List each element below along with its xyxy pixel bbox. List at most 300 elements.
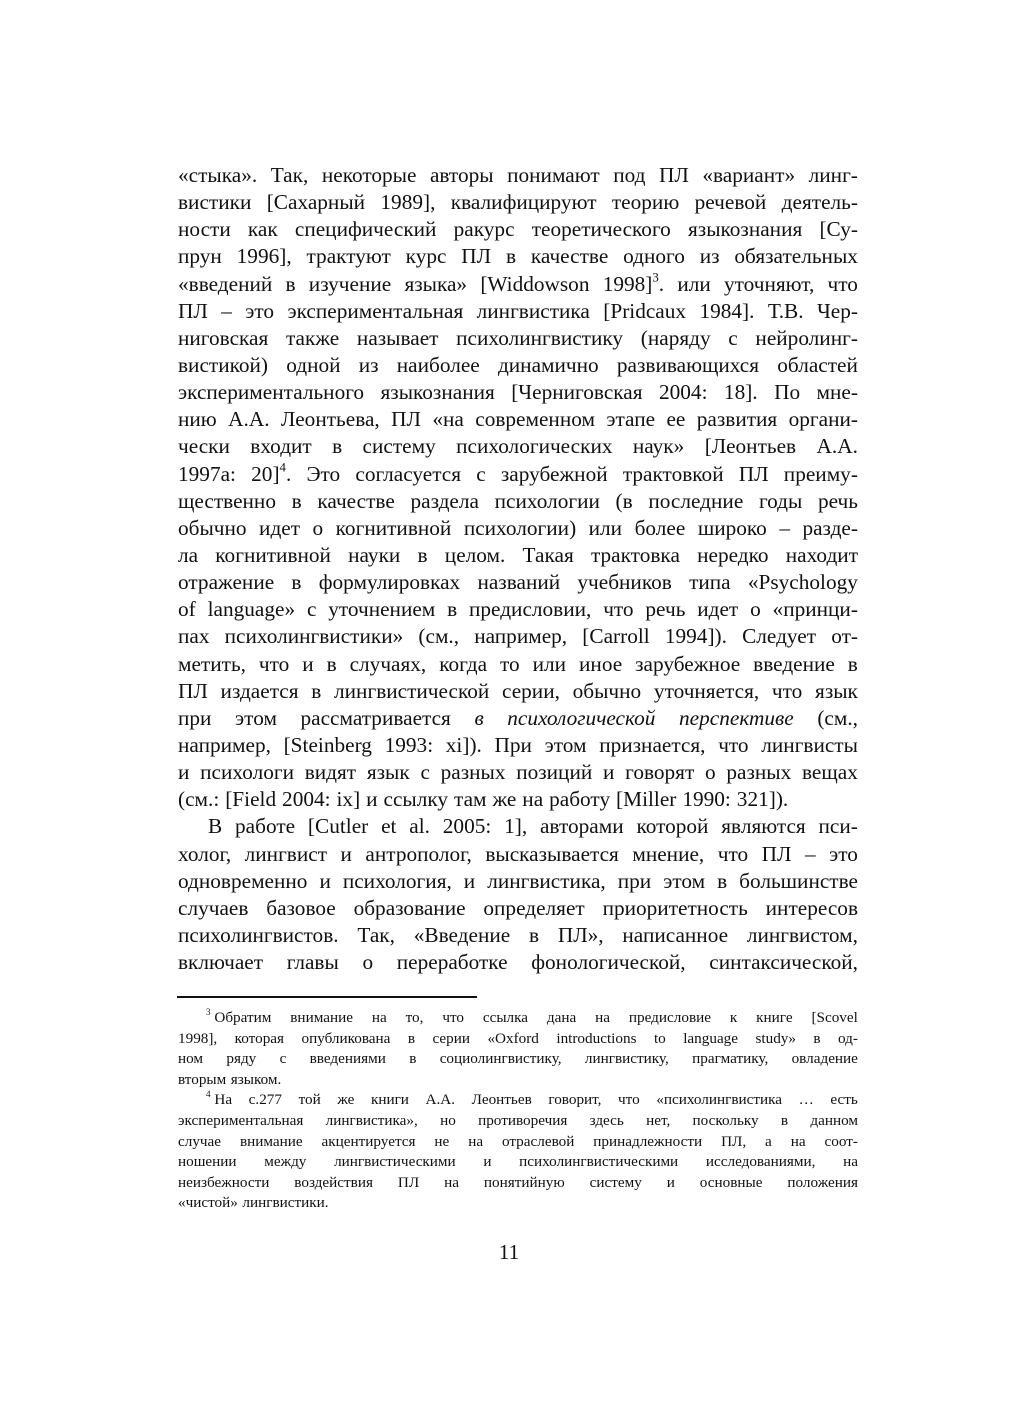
word: но: [440, 1111, 456, 1129]
main-text-body: [178, 162, 858, 976]
word: входит: [250, 434, 312, 459]
word: в: [813, 1029, 821, 1047]
word: которой: [636, 814, 709, 839]
word: мне-: [816, 380, 858, 405]
word: или: [532, 651, 567, 676]
word: в: [291, 570, 302, 595]
word: областей: [777, 352, 858, 377]
word: авторы: [429, 163, 494, 187]
word: $^3$ Обратим: [206, 1007, 272, 1026]
word: случаев: [178, 895, 249, 920]
footnote-line: [178, 1049, 858, 1070]
word: разных: [726, 760, 792, 785]
word: или: [677, 271, 711, 296]
word: например,: [178, 732, 271, 757]
word: фонологической,: [531, 950, 686, 975]
text-line: [178, 352, 858, 379]
word: обычно: [572, 678, 642, 703]
word: По: [774, 380, 801, 405]
word: видят: [304, 760, 357, 785]
word: акцентируется: [321, 1132, 416, 1150]
word: «введений: [178, 271, 273, 296]
word: наиболее: [396, 352, 480, 377]
word: языком.: [230, 1070, 282, 1088]
word: лингвистики.: [242, 1194, 329, 1212]
word: «чистой»: [178, 1194, 238, 1212]
word: лингвистика: [476, 298, 590, 323]
word: нет,: [646, 1111, 671, 1129]
word: деятель-: [781, 190, 858, 215]
footnote-marker: 4: [279, 459, 286, 474]
word: –: [221, 298, 232, 323]
word: [Miller: [616, 787, 677, 812]
word: науки: [348, 542, 401, 567]
word: с.277: [248, 1091, 282, 1109]
footnote-line: [178, 1070, 858, 1091]
word: [Сахарный: [266, 190, 366, 215]
word: в: [291, 488, 302, 513]
footnote-line: [178, 1029, 858, 1050]
word: рассматривается: [300, 705, 451, 730]
word: качестве: [530, 244, 609, 269]
word: и: [178, 760, 190, 785]
word: ПЛ: [461, 244, 492, 269]
word: 2004:: [282, 787, 331, 812]
word: в: [447, 597, 458, 622]
text-line: [178, 732, 858, 759]
word: наук»: [632, 434, 685, 459]
paragraph-2: [178, 813, 858, 976]
word: «Psychology: [747, 570, 858, 595]
word: Чер-: [816, 298, 858, 323]
footnote-line: [178, 1152, 858, 1173]
word: психолингвистов.: [178, 922, 339, 947]
word: уточняют,: [723, 271, 815, 296]
word: прун: [178, 244, 222, 269]
word: с: [728, 325, 738, 350]
word: здесь: [589, 1111, 624, 1129]
word: –: [779, 515, 790, 540]
word: лингвистика,: [487, 868, 606, 893]
word: же: [492, 787, 517, 812]
word: психология,: [342, 868, 452, 893]
word: что: [717, 841, 749, 866]
word: из: [699, 244, 720, 269]
word: называет: [356, 325, 439, 350]
word: широко: [697, 515, 767, 540]
word: о: [705, 760, 716, 785]
text-line: [178, 841, 858, 868]
word: [679, 705, 794, 732]
word: xi]).: [445, 732, 482, 757]
word: щественно: [178, 488, 276, 513]
word: раздела: [410, 488, 479, 513]
word: 1984].: [699, 298, 755, 323]
word: приоритетность: [602, 895, 748, 920]
word: на: [595, 1009, 611, 1026]
word: [Леонтьев: [704, 434, 797, 459]
word: соот-: [824, 1132, 858, 1150]
word: находит: [785, 542, 858, 567]
word: что: [718, 732, 749, 757]
word: психологии: [494, 488, 600, 513]
text-line: [178, 759, 858, 786]
word: нейролинг-: [755, 325, 858, 350]
word: чески: [178, 434, 230, 459]
word: о: [750, 597, 761, 622]
word: с: [279, 1050, 287, 1068]
word: Леонтьева,: [280, 407, 380, 432]
word: 1993:: [384, 732, 434, 757]
word: серии: [432, 1029, 470, 1047]
word: психолингвистическими: [519, 1153, 679, 1171]
text-line: [178, 895, 858, 922]
word: вистикой): [178, 352, 269, 377]
word: в: [847, 651, 858, 676]
word: (в: [615, 488, 633, 513]
word: лингвистическими: [334, 1153, 456, 1171]
word: Следует: [742, 624, 817, 649]
word: говорит,: [548, 1091, 602, 1109]
word: языкознания: [687, 217, 803, 242]
word: главы: [286, 950, 339, 975]
word: в: [505, 244, 517, 269]
word: данном: [810, 1111, 858, 1129]
word: написанное: [622, 922, 729, 947]
word: на: [522, 787, 544, 812]
word: зарубежной: [500, 461, 608, 486]
word: последние: [648, 488, 744, 513]
word: В: [208, 814, 223, 839]
word: 321]).: [736, 787, 789, 812]
word: al.: [409, 814, 430, 839]
word: При: [494, 732, 532, 757]
word: синтаксической,: [709, 950, 858, 975]
word: 2005:: [442, 814, 492, 839]
word: предисловие: [628, 1009, 711, 1026]
word: что: [258, 651, 290, 676]
word: ракурс: [453, 217, 515, 242]
word: 1998],: [178, 1029, 218, 1047]
word: ее: [666, 407, 686, 432]
word: Это: [306, 461, 341, 486]
word: трактовка: [590, 542, 680, 567]
word: с: [306, 597, 317, 622]
word: ПЛ,: [721, 1132, 747, 1150]
word: Леонтьев: [471, 1091, 532, 1109]
word: [Cutler: [307, 814, 369, 839]
word: а: [765, 1132, 772, 1150]
word: «Oxford: [487, 1029, 539, 1047]
word: например,: [474, 624, 568, 649]
word: А.А.: [816, 434, 858, 459]
word: между: [264, 1153, 307, 1171]
word: и: [483, 1153, 492, 1171]
word: же: [337, 1091, 355, 1109]
word: книги: [370, 1091, 409, 1109]
word: в: [326, 651, 337, 676]
word: 1989],: [380, 190, 436, 215]
word: (см.,: [418, 624, 460, 649]
word: 1],: [504, 814, 528, 839]
word: в: [528, 922, 540, 947]
word: холог,: [178, 841, 232, 866]
word: о: [362, 950, 374, 975]
word: речь: [645, 597, 686, 622]
word: преиму-: [783, 461, 858, 486]
word: овладение: [791, 1050, 858, 1068]
word: $^4$ На: [206, 1089, 233, 1109]
word: серии,: [501, 678, 560, 703]
paragraph-1: [178, 162, 858, 813]
word: под: [613, 163, 646, 187]
word: «психолингвистика: [656, 1091, 783, 1109]
word: Так,: [357, 922, 395, 947]
word: ПЛ: [178, 298, 208, 323]
word: экспериментальная: [178, 1111, 304, 1129]
word: язык: [815, 678, 858, 703]
word: к: [729, 1009, 738, 1026]
word: и: [302, 651, 314, 676]
word: более: [634, 515, 686, 540]
word: в: [717, 868, 728, 893]
word: мнение,: [632, 841, 705, 866]
word: одной: [286, 352, 341, 377]
word: 20]$^4$.: [251, 459, 292, 486]
word: 1998]$^3$.: [602, 269, 665, 296]
word: воздействия: [294, 1173, 373, 1191]
word: психологии): [463, 515, 577, 540]
word: [Scovel: [811, 1009, 858, 1026]
text-line: [178, 433, 858, 460]
word: идет: [697, 597, 739, 622]
word: одного: [623, 244, 685, 269]
word: на: [843, 1153, 858, 1171]
word: этапе: [606, 407, 656, 432]
word: динамично: [497, 352, 599, 377]
word: язык: [366, 760, 410, 785]
word: неизбежности: [178, 1173, 270, 1191]
word: Так,: [270, 163, 309, 187]
word: [Carroll: [582, 624, 650, 649]
word: курс: [405, 244, 447, 269]
word: что: [771, 678, 803, 703]
word: или: [588, 515, 623, 540]
word: опубликована: [301, 1029, 391, 1047]
word: линг-: [808, 163, 858, 187]
italic-text: в: [474, 705, 484, 730]
word: лингвистика»,: [325, 1111, 418, 1129]
word: пси-: [818, 814, 858, 839]
word: речь: [817, 488, 858, 513]
word: экспериментального: [178, 380, 365, 405]
word: что: [603, 597, 634, 622]
word: 18].: [723, 380, 758, 405]
word: интересов: [765, 895, 858, 920]
footnote-4: [178, 1090, 858, 1214]
word: уточнением: [328, 597, 436, 622]
word: ПЛ: [178, 678, 208, 703]
word: «стыка».: [178, 163, 258, 187]
word: переработке: [396, 950, 508, 975]
word: годы: [758, 488, 803, 513]
word: study»: [755, 1029, 796, 1047]
text-line: [178, 678, 858, 705]
word: ПЛ: [659, 163, 689, 187]
word: иное: [579, 651, 623, 676]
word: language»: [207, 597, 296, 622]
word: как: [247, 217, 278, 242]
word: ПЛ: [391, 407, 421, 432]
word: в: [332, 434, 343, 459]
text-line: [178, 189, 858, 216]
word: там: [454, 787, 487, 812]
word: то: [500, 651, 520, 676]
word: «вариант»: [702, 163, 796, 187]
word: качестве: [317, 488, 395, 513]
word: ПЛ: [761, 841, 792, 866]
word: et: [381, 814, 397, 839]
word: в: [417, 542, 428, 567]
word: лингвистической: [334, 678, 490, 703]
word: языкознания: [380, 380, 495, 405]
word: образование: [353, 895, 466, 920]
word: [Черниговская: [511, 380, 643, 405]
text-line: [178, 596, 858, 623]
word: исследованиями,: [705, 1153, 816, 1171]
word: большинстве: [739, 868, 858, 893]
word: ношении: [178, 1153, 237, 1171]
word: ла: [178, 542, 199, 567]
word: А.А.: [228, 407, 270, 432]
word: есть: [830, 1091, 858, 1109]
word: ном: [178, 1050, 204, 1068]
footnote-line: [178, 1090, 858, 1111]
footnote-marker: 3: [206, 1007, 211, 1018]
word: когнитивной: [215, 542, 331, 567]
footnote-marker: 4: [206, 1089, 211, 1100]
italic-text: перспективе: [679, 705, 794, 730]
word: этом: [235, 705, 277, 730]
word: [Field: [225, 787, 277, 812]
word: ниговская: [178, 325, 269, 350]
word: социолингвистику,: [439, 1050, 562, 1068]
word: теорию: [611, 190, 680, 215]
footnote-line: [178, 1193, 858, 1214]
word: это: [829, 841, 858, 866]
text-line: [178, 271, 858, 298]
word: на: [468, 1132, 484, 1150]
text-line: [178, 216, 858, 243]
word: что: [827, 271, 858, 296]
word: квалифицируют: [450, 190, 597, 215]
word: лингвист: [244, 841, 328, 866]
word: и: [666, 1173, 675, 1191]
word: с: [420, 760, 430, 785]
word: зарубежное: [635, 651, 741, 676]
word: на: [790, 1132, 806, 1150]
word: ссылка: [482, 1009, 529, 1026]
word: ности: [178, 217, 231, 242]
word: случаях,: [349, 651, 427, 676]
word: внимание: [239, 1132, 303, 1150]
word: развивающихся: [616, 352, 760, 377]
word: случае: [178, 1132, 222, 1150]
word: пах: [178, 624, 210, 649]
word: признается,: [599, 732, 706, 757]
word: позиций: [516, 760, 593, 785]
word: этом: [663, 868, 706, 893]
footnote-line: [178, 1008, 858, 1029]
word: о: [312, 515, 324, 540]
word: идет: [259, 515, 301, 540]
text-line: [178, 515, 858, 542]
text-line: [178, 461, 858, 488]
word: психолингвистику: [456, 325, 624, 350]
word: од-: [838, 1029, 858, 1047]
word: лингвисты: [761, 732, 858, 757]
word: of: [178, 597, 196, 622]
word: разде-: [802, 515, 858, 540]
word: также: [285, 325, 340, 350]
word: одновременно: [178, 868, 308, 893]
word: этом: [544, 732, 587, 757]
footnote-marker: 3: [652, 269, 659, 284]
word: поскольку: [692, 1111, 759, 1129]
word: метить,: [178, 651, 246, 676]
word: с: [476, 461, 486, 486]
word: языка»: [404, 271, 468, 296]
word: психологических: [456, 434, 613, 459]
word: что: [618, 1091, 640, 1109]
word: от-: [831, 624, 858, 649]
word: лингвистику,: [584, 1050, 669, 1068]
word: из: [358, 352, 379, 377]
word: изучение: [308, 271, 392, 296]
word: той: [298, 1091, 321, 1109]
word: ПЛ: [738, 461, 769, 486]
word: трактовкой: [622, 461, 724, 486]
footnote-line: [178, 1132, 858, 1153]
word: принадлежности: [593, 1132, 703, 1150]
word: органи-: [788, 407, 858, 432]
word: уточняется,: [653, 678, 760, 703]
text-line: [178, 406, 858, 433]
word: вещах: [801, 760, 858, 785]
text-line: [178, 922, 858, 949]
word: положения: [787, 1173, 858, 1191]
word: некоторые: [321, 163, 417, 187]
text-line: [178, 813, 858, 840]
word: прагматику,: [692, 1050, 769, 1068]
text-line: [178, 488, 858, 515]
word: психологи: [200, 760, 294, 785]
word: [Су-: [819, 217, 858, 242]
text-line: [178, 705, 858, 732]
word: работе: [235, 814, 296, 839]
word: нередко: [697, 542, 769, 567]
word: 2004:: [658, 380, 708, 405]
word: предисловии,: [469, 597, 592, 622]
word: дана: [546, 1009, 577, 1026]
word: типа: [689, 570, 731, 595]
text-line: [178, 949, 858, 976]
word: специфический: [294, 217, 437, 242]
word: целом.: [444, 542, 506, 567]
word: отражение: [178, 570, 275, 595]
word: и: [366, 787, 378, 812]
word: (см.,: [817, 705, 858, 730]
